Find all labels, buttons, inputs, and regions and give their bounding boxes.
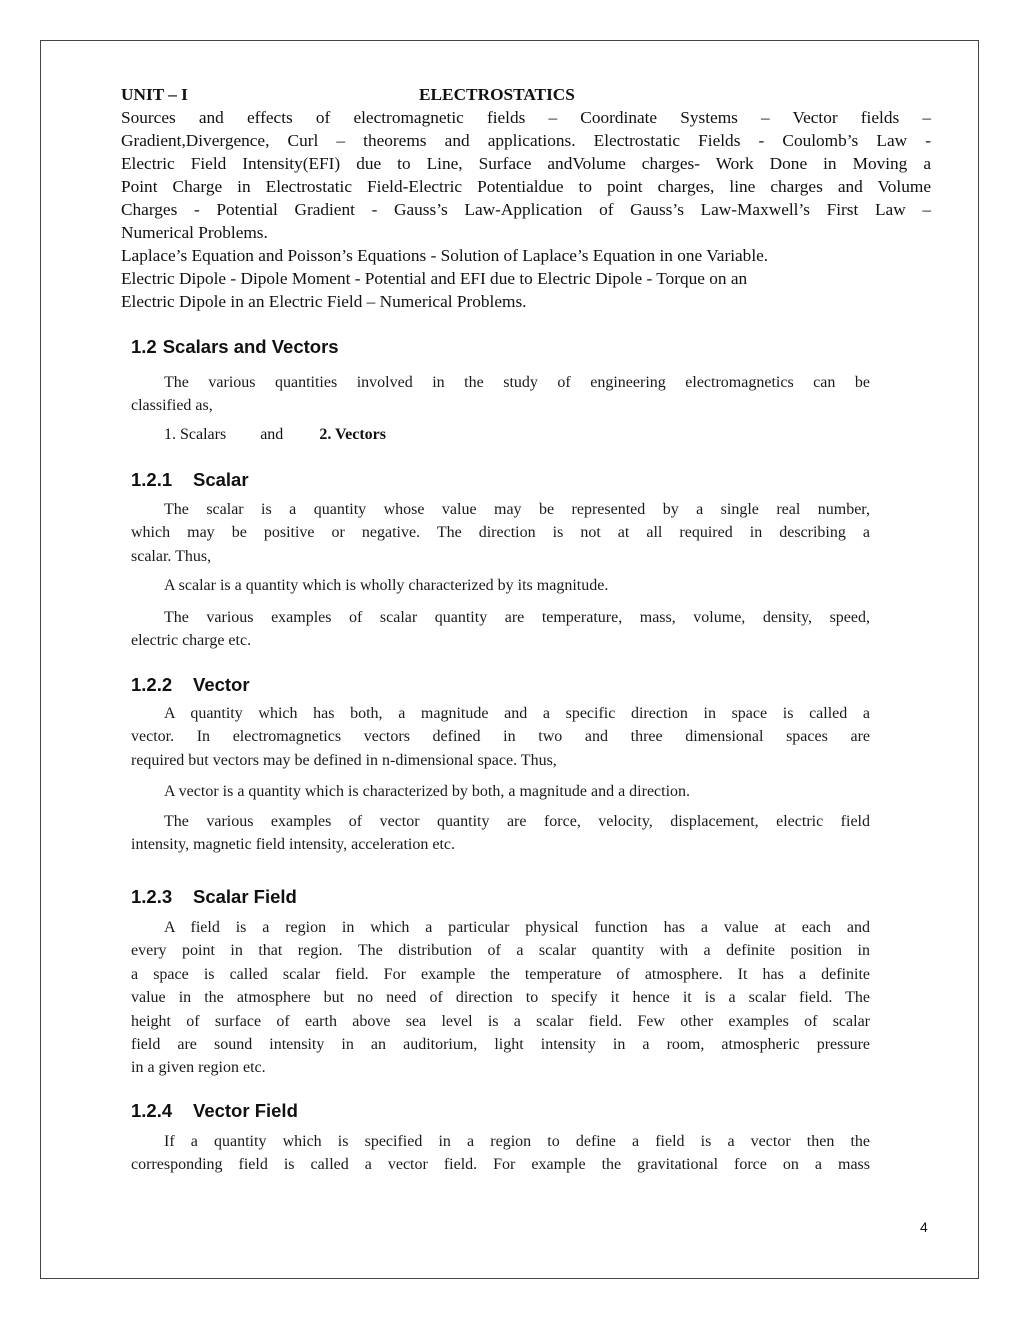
text-line: The scalar is a quantity whose value may be represented by a single real number, <box>164 501 870 518</box>
text-line: intensity, magnetic field intensity, acceleration etc. <box>131 836 456 854</box>
text-line: value in the atmosphere but no need of direction to specify it hence it is a scalar field. The <box>131 989 870 1007</box>
text-line: every point in that region. The distribution of a scalar quantity with a definite position in <box>131 942 870 960</box>
definition <box>131 574 870 597</box>
page-number: 4 <box>920 1219 928 1235</box>
text-line: A scalar is a quantity which is wholly characterized by its magnitude. <box>164 577 609 594</box>
section-number: 1.2.2 <box>131 674 173 695</box>
section-title: Scalar <box>193 469 249 490</box>
paragraph <box>131 810 870 857</box>
unit-header <box>121 83 931 106</box>
text-line: Numerical Problems. <box>121 223 268 242</box>
section-number: 1.2.3 <box>131 886 173 907</box>
list-item: 2. Vectors <box>319 426 386 443</box>
text-line: Electric Dipole in an Electric Field – Numerical Problems. <box>121 292 527 311</box>
text-line: A field is a region in which a particular physical function has a value at each and <box>164 919 870 936</box>
unit-label: UNIT – I <box>121 85 188 104</box>
text-line: height of surface of earth above sea level is a scalar field. Few other examples of scalar <box>131 1012 870 1030</box>
text-line: field are sound intensity in an auditorium, light intensity in a room, atmospheric pressure <box>131 1036 870 1054</box>
text-line: If a quantity which is specified in a region to define a field is a vector then the <box>164 1133 870 1150</box>
text-line: Sources and effects of electromagnetic fields – Coordinate Systems – Vector fields – <box>121 108 931 127</box>
section-number: 1.2.4 <box>131 1100 173 1121</box>
text-line: which may be positive or negative. The direction is not at all required in describing a <box>131 524 870 542</box>
text-line: Charges - Potential Gradient - Gauss’s Law-Application of Gauss’s Law-Maxwell’s First Law – <box>121 200 931 219</box>
section-heading-1-2-3 <box>131 886 297 908</box>
section-heading-1-2-1 <box>131 469 249 491</box>
syllabus-paragraph <box>121 106 931 244</box>
text-line: corresponding field is called a vector field. For example the gravitational force on a mass <box>131 1156 870 1174</box>
list-connector: and <box>260 426 284 443</box>
section-heading-1-2 <box>131 336 339 358</box>
text-line: Point Charge in Electrostatic Field-Electric Potentialdue to point charges, line charges and Volume <box>121 177 931 196</box>
section-heading-1-2-4 <box>131 1100 298 1122</box>
section-title: Vector <box>193 674 250 695</box>
section-heading-1-2-2 <box>131 674 250 696</box>
paragraph <box>131 498 870 568</box>
paragraph <box>131 1130 870 1177</box>
section-title: Scalar Field <box>193 886 297 907</box>
syllabus-extra <box>121 244 931 313</box>
text-line: A quantity which has both, a magnitude and a specific direction in space is called a <box>164 705 870 722</box>
text-line: A vector is a quantity which is characterized by both, a magnitude and a direction. <box>164 783 691 800</box>
definition <box>131 780 870 803</box>
syllabus-block <box>121 83 931 313</box>
text-line: Electric Field Intensity(EFI) due to Line, Surface andVolume charges- Work Done in Moving a <box>121 154 931 173</box>
paragraph <box>131 371 870 418</box>
text-line: Laplace’s Equation and Poisson’s Equations - Solution of Laplace’s Equation in one Variable. <box>121 246 769 265</box>
section-number: 1.2 <box>131 336 157 357</box>
text-line: a space is called scalar field. For example the temperature of atmosphere. It has a definite <box>131 965 870 983</box>
paragraph <box>131 916 870 1080</box>
text-line: vector. In electromagnetics vectors defined in two and three dimensional spaces are <box>131 728 870 746</box>
text-line: classified as, <box>131 397 213 415</box>
list-item: 1. Scalars <box>164 426 227 443</box>
section-title: Scalars and Vectors <box>162 336 339 357</box>
text-line: in a given region etc. <box>131 1059 266 1077</box>
text-line: scalar. Thus, <box>131 547 212 565</box>
paragraph <box>131 702 870 772</box>
text-line: The various quantities involved in the study of engineering electromagnetics can be <box>164 374 870 391</box>
unit-title: ELECTROSTATICS <box>419 85 575 104</box>
section-title: Vector Field <box>193 1100 298 1121</box>
classification-list <box>164 426 386 444</box>
text-line: Electric Dipole - Dipole Moment - Potential and EFI due to Electric Dipole - Torque on an <box>121 269 748 288</box>
text-line: Gradient,Divergence, Curl – theorems and applications. Electrostatic Fields - Coulomb’s Law - <box>121 131 931 150</box>
text-line: required but vectors may be defined in n-dimensional space. Thus, <box>131 751 557 769</box>
section-number: 1.2.1 <box>131 469 173 490</box>
paragraph <box>131 606 870 653</box>
text-line: The various examples of scalar quantity are temperature, mass, volume, density, speed, <box>164 609 870 626</box>
text-line: electric charge etc. <box>131 632 252 650</box>
text-line: The various examples of vector quantity are force, velocity, displacement, electric field <box>164 813 870 830</box>
